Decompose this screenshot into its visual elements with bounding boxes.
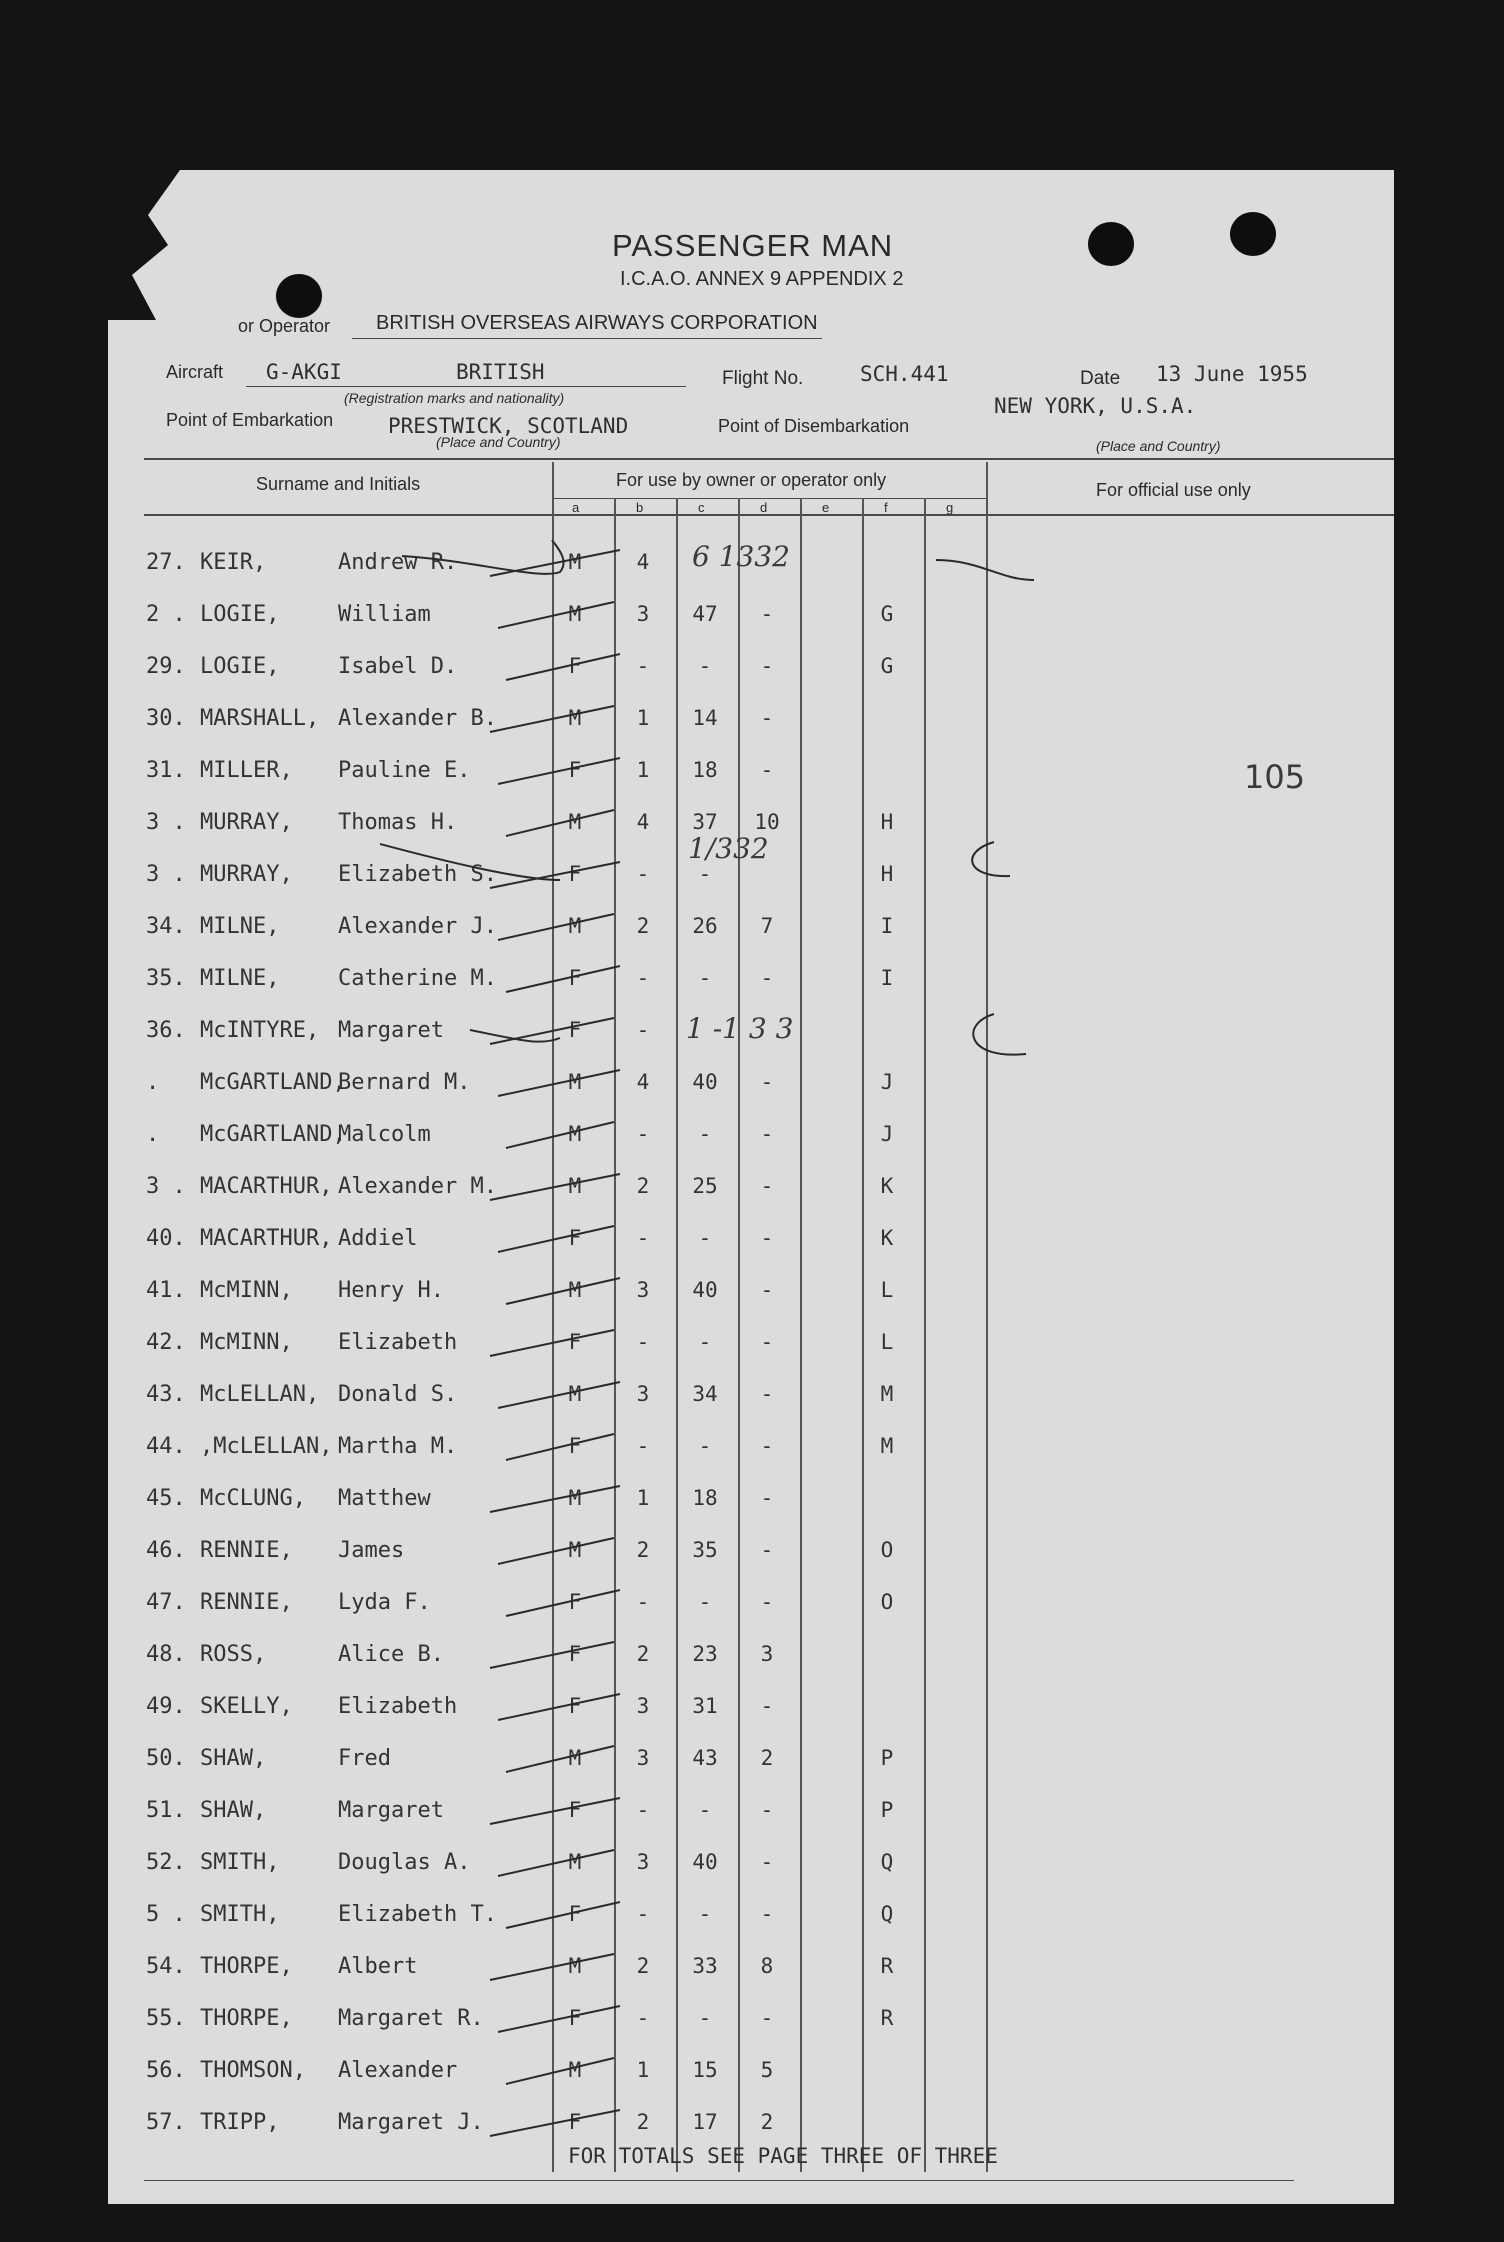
row-col-d: - <box>760 1902 774 1926</box>
row-col-c: 40 <box>692 1278 718 1302</box>
subcolumn-letter: a <box>572 500 580 515</box>
row-col-f: G <box>880 654 894 678</box>
col-official-header: For official use only <box>1096 480 1251 500</box>
row-surname: RENNIE, <box>200 1590 293 1615</box>
row-col-c: 40 <box>692 1850 718 1874</box>
disembarkation-label: Point of Disembarkation <box>718 416 910 436</box>
row-col-b: 1 <box>636 758 650 782</box>
row-given-name: Elizabeth T. <box>338 1902 497 1927</box>
row-col-b: - <box>636 1798 650 1822</box>
row-col-c: - <box>698 1798 712 1822</box>
row-surname: ROSS, <box>200 1642 267 1667</box>
row-surname: KEIR, <box>200 550 267 575</box>
row-col-a: M <box>568 2058 582 2082</box>
handwritten-note-2: 1/332 <box>688 832 769 865</box>
row-surname: McGARTLAND, <box>200 1070 346 1095</box>
row-col-a: M <box>568 602 582 626</box>
row-given-name: Thomas H. <box>338 810 458 835</box>
row-surname: RENNIE, <box>200 1538 293 1563</box>
row-surname: LOGIE, <box>200 602 280 627</box>
embarkation-label: Point of Embarkation <box>166 410 334 430</box>
row-col-b: - <box>636 1018 650 1042</box>
row-col-b: - <box>636 1122 650 1146</box>
row-number: 29. <box>146 654 186 679</box>
row-col-a: M <box>568 1746 582 1770</box>
row-number: 51. <box>146 1798 186 1823</box>
row-number: 45. <box>146 1486 186 1511</box>
row-col-f: G <box>880 602 894 626</box>
row-col-d: - <box>760 1330 774 1354</box>
row-given-name: Addiel <box>338 1226 418 1251</box>
row-col-b: 1 <box>636 706 650 730</box>
row-col-a: F <box>568 2110 582 2134</box>
row-col-b: 2 <box>636 2110 650 2134</box>
row-number: 44. <box>146 1434 186 1459</box>
row-col-a: F <box>568 1226 582 1250</box>
row-col-b: 2 <box>636 1954 650 1978</box>
row-surname: MACARTHUR, <box>200 1174 333 1199</box>
row-col-a: M <box>568 1486 582 1510</box>
row-col-b: 2 <box>636 914 650 938</box>
row-number: 34. <box>146 914 186 939</box>
row-col-c: - <box>698 1330 712 1354</box>
row-surname: SMITH, <box>200 1902 280 1927</box>
date-label: Date <box>1080 368 1121 389</box>
row-col-d: 2 <box>760 1746 774 1770</box>
row-col-b: 3 <box>636 602 650 626</box>
row-given-name: Matthew <box>338 1486 431 1511</box>
row-col-d: - <box>760 1070 774 1094</box>
row-col-a: M <box>568 1850 582 1874</box>
row-surname: THORPE, <box>200 1954 293 1979</box>
row-surname: SHAW, <box>200 1746 267 1771</box>
row-col-b: 1 <box>636 1486 650 1510</box>
row-col-b: 2 <box>636 1538 650 1562</box>
page-title: PASSENGER MAN <box>612 228 894 263</box>
col-owner-header: For use by owner or operator only <box>616 470 887 490</box>
row-number: . <box>146 1070 160 1095</box>
row-col-a: M <box>568 1382 582 1406</box>
row-col-a: F <box>568 1694 582 1718</box>
disembarkation-value: NEW YORK, U.S.A. <box>994 394 1197 418</box>
row-col-f: Q <box>880 1902 894 1926</box>
row-given-name: Henry H. <box>338 1278 444 1303</box>
page-subtitle: I.C.A.O. ANNEX 9 APPENDIX 2 <box>620 268 904 290</box>
row-number: 54. <box>146 1954 186 1979</box>
row-number: 3 . <box>146 1174 186 1199</box>
table-top-rule <box>144 458 1394 460</box>
punch-hole <box>1230 212 1276 256</box>
row-col-b: 3 <box>636 1382 650 1406</box>
aircraft-rule <box>246 386 686 387</box>
aircraft-nationality: BRITISH <box>456 360 545 384</box>
row-col-d: 7 <box>760 914 774 938</box>
table-header-rule <box>144 514 1394 516</box>
row-col-a: F <box>568 1330 582 1354</box>
column-rule <box>676 498 678 2172</box>
row-col-d: - <box>760 654 774 678</box>
totals-footer: FOR TOTALS SEE PAGE THREE OF THREE <box>568 2144 998 2168</box>
row-col-d: - <box>760 1278 774 1302</box>
row-col-d: - <box>760 1694 774 1718</box>
row-col-d: - <box>760 1590 774 1614</box>
row-col-a: F <box>568 1902 582 1926</box>
row-col-f: P <box>880 1798 894 1822</box>
row-given-name: William <box>338 602 431 627</box>
row-col-a: M <box>568 810 582 834</box>
row-col-b: - <box>636 862 650 886</box>
row-col-d: - <box>760 706 774 730</box>
row-col-c: 23 <box>692 1642 718 1666</box>
row-given-name: James <box>338 1538 405 1563</box>
row-number: 35. <box>146 966 186 991</box>
row-given-name: Alice B. <box>338 1642 444 1667</box>
row-surname: McMINN, <box>200 1278 293 1303</box>
column-rule <box>800 498 802 2172</box>
row-given-name: Elizabeth <box>338 1694 458 1719</box>
row-col-f: K <box>880 1226 894 1250</box>
col-surname-header: Surname and Initials <box>256 474 421 494</box>
row-number: 55. <box>146 2006 186 2031</box>
owner-subheader-rule <box>552 498 986 499</box>
operator-value: BRITISH OVERSEAS AIRWAYS CORPORATION <box>376 312 818 334</box>
row-col-b: 3 <box>636 1850 650 1874</box>
row-col-f: P <box>880 1746 894 1770</box>
row-col-d: - <box>760 1434 774 1458</box>
row-number: 52. <box>146 1850 186 1875</box>
row-col-c: - <box>698 1122 712 1146</box>
row-col-a: F <box>568 1018 582 1042</box>
row-given-name: Margaret J. <box>338 2110 484 2135</box>
row-col-c: 33 <box>692 1954 718 1978</box>
row-given-name: Elizabeth S. <box>338 862 497 887</box>
row-surname: SKELLY, <box>200 1694 293 1719</box>
row-col-b: - <box>636 966 650 990</box>
punch-hole <box>276 274 322 318</box>
row-col-f: I <box>880 914 894 938</box>
date-value: 13 June 1955 <box>1156 362 1308 386</box>
row-col-f: O <box>880 1538 894 1562</box>
row-col-f: L <box>880 1278 894 1302</box>
row-given-name: Lyda F. <box>338 1590 431 1615</box>
subcolumn-letter: e <box>822 500 830 515</box>
row-given-name: Albert <box>338 1954 418 1979</box>
row-col-f: I <box>880 966 894 990</box>
row-given-name: Elizabeth <box>338 1330 458 1355</box>
row-number: 41. <box>146 1278 186 1303</box>
row-col-b: - <box>636 1330 650 1354</box>
row-col-d: 5 <box>760 2058 774 2082</box>
row-number: 46. <box>146 1538 186 1563</box>
disembarkation-caption: (Place and Country) <box>1096 438 1221 454</box>
row-col-d: 2 <box>760 2110 774 2134</box>
row-col-a: M <box>568 1278 582 1302</box>
row-col-f: M <box>880 1382 894 1406</box>
table-bottom-rule <box>144 2180 1294 2181</box>
row-surname: MARSHALL, <box>200 706 320 731</box>
aircraft-label: Aircraft <box>166 362 224 382</box>
row-surname: MACARTHUR, <box>200 1226 333 1251</box>
row-col-d: - <box>760 1226 774 1250</box>
row-col-c: 18 <box>692 1486 718 1510</box>
row-col-a: M <box>568 1122 582 1146</box>
row-surname: McLELLAN, <box>200 1382 320 1407</box>
row-col-d: - <box>760 1538 774 1562</box>
row-number: 5 . <box>146 1902 186 1927</box>
row-col-a: F <box>568 654 582 678</box>
punch-hole <box>1088 222 1134 266</box>
row-given-name: Pauline E. <box>338 758 471 783</box>
row-number: 2 . <box>146 602 186 627</box>
row-col-a: M <box>568 550 582 574</box>
row-col-c: - <box>698 1434 712 1458</box>
row-surname: McINTYRE, <box>200 1018 320 1043</box>
row-surname: McGARTLAND, <box>200 1122 346 1147</box>
row-col-c: 37 <box>692 810 718 834</box>
row-given-name: Bernard M. <box>338 1070 471 1095</box>
row-col-c: - <box>698 2006 712 2030</box>
row-col-b: - <box>636 1590 650 1614</box>
column-rule <box>986 462 988 2172</box>
row-col-d: - <box>760 1486 774 1510</box>
row-surname: McMINN, <box>200 1330 293 1355</box>
row-col-a: M <box>568 1070 582 1094</box>
row-number: 3 . <box>146 810 186 835</box>
row-col-b: - <box>636 654 650 678</box>
row-col-a: F <box>568 1434 582 1458</box>
row-col-b: 4 <box>636 1070 650 1094</box>
row-number: 36. <box>146 1018 186 1043</box>
row-col-c: 17 <box>692 2110 718 2134</box>
subcolumn-letter: g <box>946 500 954 515</box>
row-given-name: Margaret <box>338 1798 444 1823</box>
row-surname: THOMSON, <box>200 2058 306 2083</box>
embarkation-caption: (Place and Country) <box>436 434 561 450</box>
row-number: 27. <box>146 550 186 575</box>
row-surname: McCLUNG, <box>200 1486 306 1511</box>
row-col-c: 34 <box>692 1382 718 1406</box>
row-col-a: M <box>568 1174 582 1198</box>
row-given-name: Douglas A. <box>338 1850 471 1875</box>
row-col-d: - <box>760 1382 774 1406</box>
row-col-f: K <box>880 1174 894 1198</box>
row-surname: ,McLELLAN, <box>200 1434 333 1459</box>
row-given-name: Isabel D. <box>338 654 458 679</box>
row-col-d: - <box>760 1798 774 1822</box>
row-given-name: Donald S. <box>338 1382 458 1407</box>
row-surname: SMITH, <box>200 1850 280 1875</box>
row-given-name: Margaret R. <box>338 2006 484 2031</box>
row-col-d: - <box>760 1850 774 1874</box>
row-col-f: O <box>880 1590 894 1614</box>
row-col-d: - <box>760 602 774 626</box>
row-col-c: 14 <box>692 706 718 730</box>
row-col-a: F <box>568 1642 582 1666</box>
row-col-b: 2 <box>636 1642 650 1666</box>
row-number: 49. <box>146 1694 186 1719</box>
row-col-f: L <box>880 1330 894 1354</box>
row-col-c: 25 <box>692 1174 718 1198</box>
row-number: 47. <box>146 1590 186 1615</box>
row-given-name: Fred <box>338 1746 391 1771</box>
row-col-b: - <box>636 1434 650 1458</box>
row-col-f: J <box>880 1070 894 1094</box>
row-col-f: H <box>880 810 894 834</box>
row-col-c: 26 <box>692 914 718 938</box>
row-number: 57. <box>146 2110 186 2135</box>
handwritten-note-1: 6 1332 <box>692 540 790 573</box>
row-col-b: 1 <box>636 2058 650 2082</box>
row-col-a: F <box>568 966 582 990</box>
row-col-a: M <box>568 1954 582 1978</box>
row-col-c: - <box>698 862 712 886</box>
row-col-a: F <box>568 1798 582 1822</box>
row-given-name: Alexander M. <box>338 1174 497 1199</box>
row-col-c: - <box>698 1590 712 1614</box>
row-col-c: 31 <box>692 1694 718 1718</box>
aircraft-reg: G-AKGI <box>266 360 342 384</box>
operator-label: or Operator <box>238 316 331 336</box>
row-number: 40. <box>146 1226 186 1251</box>
row-col-d: - <box>760 1122 774 1146</box>
row-col-b: 3 <box>636 1278 650 1302</box>
row-given-name: Alexander J. <box>338 914 497 939</box>
subcolumn-letter: c <box>698 500 705 515</box>
row-col-c: - <box>698 654 712 678</box>
row-given-name: Catherine M. <box>338 966 497 991</box>
flight-label: Flight No. <box>722 368 804 389</box>
row-col-a: F <box>568 862 582 886</box>
row-surname: SHAW, <box>200 1798 267 1823</box>
row-surname: TRIPP, <box>200 2110 280 2135</box>
row-given-name: Martha M. <box>338 1434 458 1459</box>
row-col-f: R <box>880 2006 894 2030</box>
row-given-name: Alexander <box>338 2058 458 2083</box>
row-col-c: - <box>698 1902 712 1926</box>
row-col-c: 43 <box>692 1746 718 1770</box>
subcolumn-letter: b <box>636 500 644 515</box>
row-col-c: - <box>698 966 712 990</box>
row-col-d: 3 <box>760 1642 774 1666</box>
row-surname: MURRAY, <box>200 810 293 835</box>
row-surname: MILNE, <box>200 966 280 991</box>
page-number: 105 <box>1244 758 1306 796</box>
row-number: 30. <box>146 706 186 731</box>
column-rule <box>924 498 926 2172</box>
row-col-f: J <box>880 1122 894 1146</box>
row-col-b: 3 <box>636 1694 650 1718</box>
row-col-d: 10 <box>754 810 780 834</box>
row-number: 50. <box>146 1746 186 1771</box>
row-col-d: - <box>760 2006 774 2030</box>
column-rule <box>738 498 740 2172</box>
flight-number: SCH.441 <box>860 362 949 386</box>
row-col-f: Q <box>880 1850 894 1874</box>
row-col-a: F <box>568 1590 582 1614</box>
row-col-a: M <box>568 1538 582 1562</box>
row-col-c: 47 <box>692 602 718 626</box>
row-surname: MURRAY, <box>200 862 293 887</box>
embarkation-value: PRESTWICK, SCOTLAND <box>388 414 629 438</box>
row-surname: LOGIE, <box>200 654 280 679</box>
row-col-d: 8 <box>760 1954 774 1978</box>
row-number: 56. <box>146 2058 186 2083</box>
row-given-name: Alexander B. <box>338 706 497 731</box>
row-col-c: 40 <box>692 1070 718 1094</box>
row-col-b: 4 <box>636 550 650 574</box>
row-col-c: 15 <box>692 2058 718 2082</box>
row-number: 48. <box>146 1642 186 1667</box>
row-col-d: - <box>760 966 774 990</box>
row-number: 42. <box>146 1330 186 1355</box>
row-given-name: Malcolm <box>338 1122 431 1147</box>
row-col-f: R <box>880 1954 894 1978</box>
row-col-b: 2 <box>636 1174 650 1198</box>
row-surname: MILNE, <box>200 914 280 939</box>
row-col-b: - <box>636 1902 650 1926</box>
row-number: 3 . <box>146 862 186 887</box>
column-rule <box>614 498 616 2172</box>
row-given-name: Andrew R. <box>338 550 458 575</box>
row-col-b: - <box>636 1226 650 1250</box>
row-col-f: H <box>880 862 894 886</box>
row-col-a: F <box>568 2006 582 2030</box>
row-number: 43. <box>146 1382 186 1407</box>
row-col-f: M <box>880 1434 894 1458</box>
reg-caption: (Registration marks and nationality) <box>344 390 565 406</box>
row-col-b: 4 <box>636 810 650 834</box>
handwritten-note-3: 1 -1 3 3 <box>686 1012 794 1045</box>
operator-rule <box>352 338 822 339</box>
row-surname: MILLER, <box>200 758 293 783</box>
subcolumn-letter: f <box>884 500 888 515</box>
row-col-a: M <box>568 914 582 938</box>
row-col-c: - <box>698 1226 712 1250</box>
row-col-d: - <box>760 1174 774 1198</box>
row-number: . <box>146 1122 160 1147</box>
row-col-a: F <box>568 758 582 782</box>
row-surname: THORPE, <box>200 2006 293 2031</box>
row-col-a: M <box>568 706 582 730</box>
row-number: 31. <box>146 758 186 783</box>
subcolumn-letter: d <box>760 500 768 515</box>
row-col-c: 18 <box>692 758 718 782</box>
row-col-b: 3 <box>636 1746 650 1770</box>
row-col-d: - <box>760 758 774 782</box>
row-col-c: 35 <box>692 1538 718 1562</box>
row-given-name: Margaret <box>338 1018 444 1043</box>
row-col-b: - <box>636 2006 650 2030</box>
